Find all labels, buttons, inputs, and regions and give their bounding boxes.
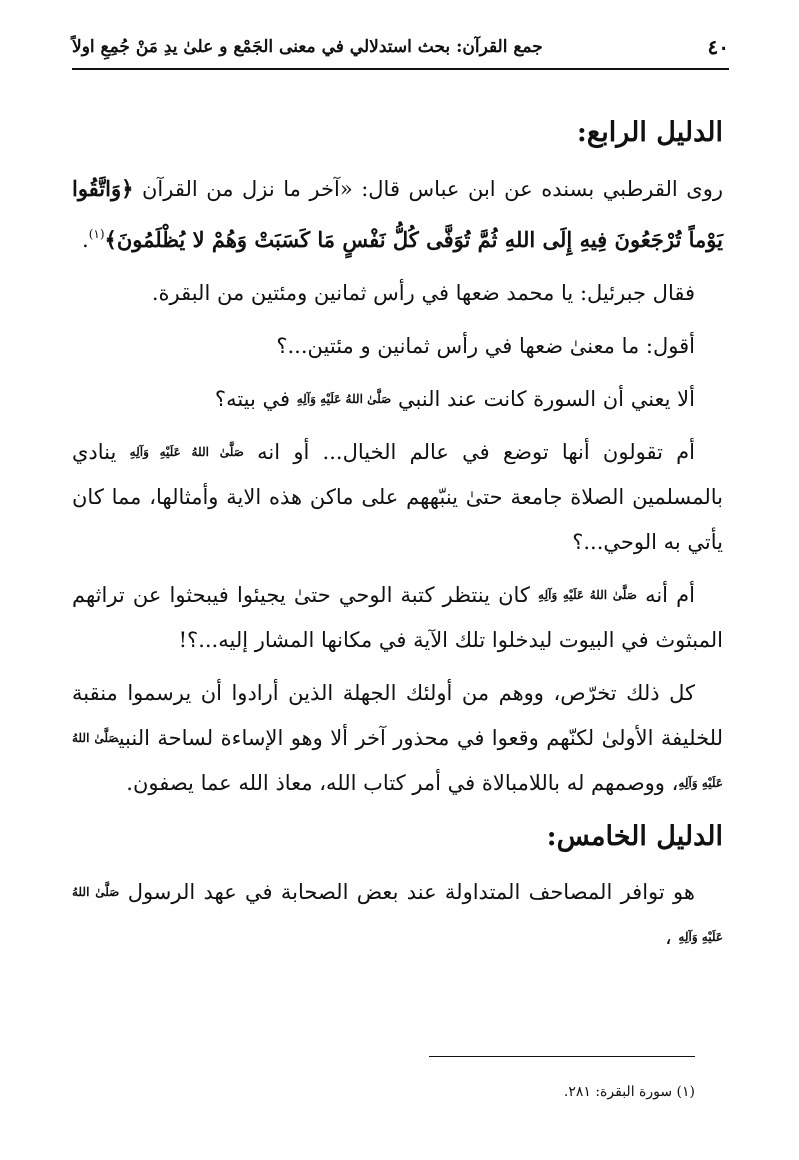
honorific-ligature: صَلَّىٰ اللهُ عَلَيْهِ وَآلِهِ xyxy=(72,731,723,790)
page-number: ٤٠ xyxy=(707,35,729,59)
paragraph-text: هو توافر المصاحف المتداولة عند بعض الصحابة في عهد الرسول xyxy=(127,880,695,904)
paragraph-text: أم تقولون أنها توضع في عالم الخيال... أو انه xyxy=(257,440,696,464)
paragraph-text: ينادي بالمسلمين الصلاة جامعة حتىٰ ينبّههم على ماكن هذه الاية وأمثالها، مما كان يأتي به الوحي...؟ xyxy=(72,440,723,554)
honorific-ligature: صَلَّىٰ اللهُ عَلَيْهِ وَآلِهِ xyxy=(538,588,637,602)
quran-verse: ﴿وَاتَّقُوا يَوْماً تُرْجَعُونَ فِيهِ إِلَى اللهِ ثُمَّ تُوَفَّى كُلُّ نَفْسٍ مَا كَسَبَتْ وَهُمْ لا يُظْلَمُونَ﴾ xyxy=(72,176,723,252)
paragraph-text: كان ينتظر كتبة الوحي حتىٰ يجيئوا فيبحثوا عن تراثهم المبثوث في البيوت ليدخلوا تلك الآية في مكانها المشار إليه...؟! xyxy=(72,583,723,652)
section-heading-fourth-proof: الدليل الرابع: xyxy=(576,117,723,148)
paragraph-text: في بيته؟ xyxy=(214,387,291,411)
paragraph-mushafs xyxy=(72,870,723,960)
honorific-ligature: صَلَّىٰ اللهُ عَلَيْهِ وَآلِهِ xyxy=(72,885,723,944)
running-header xyxy=(72,30,729,64)
paragraph-text: ألا يعني أن السورة كانت عند النبي xyxy=(397,387,695,411)
section-heading-fifth-proof: الدليل الخامس: xyxy=(546,821,723,852)
paragraph-text: ، xyxy=(664,925,672,949)
paragraph-jibril: فقال جبرئيل: يا محمد ضعها في رأس ثمانين ومئتين من البقرة. xyxy=(151,281,695,305)
paragraph-waiting-scribes xyxy=(72,573,723,663)
honorific-ligature: صَلَّىٰ اللهُ عَلَيْهِ وَآلِهِ xyxy=(296,392,392,406)
footnote: (١) سورة البقرة: ٢٨١. xyxy=(563,1084,695,1100)
footnote-reference: (١) xyxy=(88,227,105,241)
running-title: جمع القرآن: بحث استدلالي في معنى الجَمْع و علىٰ يدِ مَنْ جُمِعِ اولاً xyxy=(72,37,543,57)
paragraph-world-of-imagination xyxy=(72,430,723,565)
narration-lead: روى القرطبي بسنده عن ابن عباس قال: «آخر ما نزل من القرآن xyxy=(141,177,723,201)
paragraph-surah-at-home xyxy=(72,377,723,422)
verse-end: . xyxy=(82,228,89,252)
paragraph-text: أم أنه xyxy=(645,583,695,607)
paragraph-conjecture xyxy=(72,671,723,806)
header-rule xyxy=(72,68,729,70)
paragraph-text: كل ذلك تخرّص، ووهم من أولئك الجهلة الذين أرادوا أن يرسموا منقبة للخليفة الأولىٰ لكنّهم وقعوا في محذور آخر ألا وهو الإساءة لساحة النبي xyxy=(72,681,723,750)
page-body xyxy=(72,104,723,968)
paragraph-question-meaning: أقول: ما معنىٰ ضعها في رأس ثمانين و مئتين...؟ xyxy=(276,334,695,358)
paragraph-text: ، ووصمهم له باللامبالاة في أمر كتاب الله، معاذ الله عما يصفون. xyxy=(126,771,679,795)
paragraph-qurtubi-narration xyxy=(72,166,723,263)
honorific-ligature: صَلَّىٰ اللهُ عَلَيْهِ وَآلِهِ xyxy=(129,445,244,459)
footnote-rule xyxy=(429,1056,695,1057)
